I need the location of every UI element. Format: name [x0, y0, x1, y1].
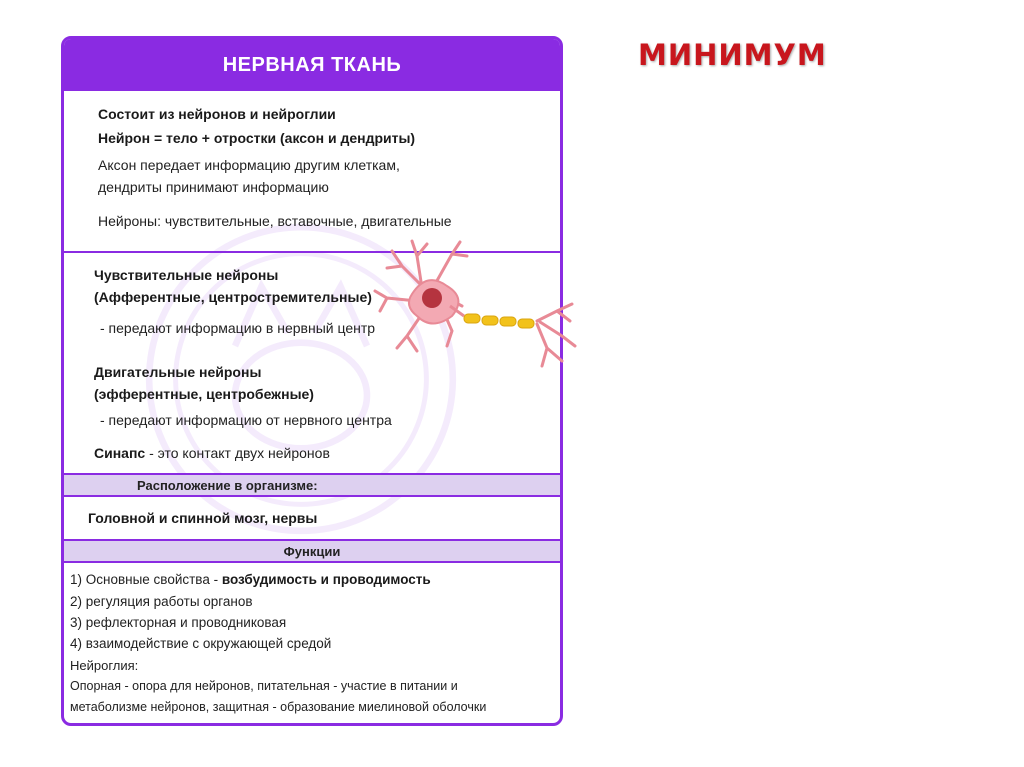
function-item-1-prefix: 1) Основные свойства -	[70, 572, 222, 587]
sensory-description: - передают информацию в нервный центр	[100, 320, 376, 336]
synapse-term: Синапс	[94, 445, 146, 461]
function-item-1	[70, 572, 431, 587]
motor-title: Двигательные нейроны	[94, 364, 262, 380]
sensory-subtitle: (Афферентные, центростремительные)	[94, 289, 372, 305]
neuroglia-line-2: метаболизме нейронов, защитная - образование миелиновой оболочки	[70, 700, 487, 714]
slide-title: МИНИМУМ	[638, 38, 827, 72]
intro-line-2: Нейрон = тело + отростки (аксон и дендриты)	[98, 130, 416, 146]
synapse-description: - это контакт двух нейронов	[149, 445, 330, 461]
function-item-3: 3) рефлекторная и проводниковая	[70, 615, 287, 630]
motor-subtitle: (эфферентные, центробежные)	[94, 386, 314, 402]
location-header-label: Расположение в организме:	[137, 477, 318, 493]
intro-line-4: дендриты принимают информацию	[98, 179, 329, 195]
function-item-1-bold: возбудимость и проводимость	[221, 572, 431, 587]
motor-description: - передают информацию от нервного центра	[100, 412, 392, 428]
neuroglia-line-1: Опорная - опора для нейронов, питательная - участие в питании и	[70, 679, 458, 693]
neuroglia-label: Нейроглия:	[70, 658, 139, 673]
function-item-2: 2) регуляция работы органов	[70, 594, 253, 609]
card-title: НЕРВНАЯ ТКАНЬ	[64, 39, 560, 91]
synapse-line	[94, 445, 330, 461]
intro-line-5: Нейроны: чувствительные, вставочные, двигательные	[98, 213, 452, 229]
function-item-4: 4) взаимодействие с окружающей средой	[70, 636, 332, 651]
location-value: Головной и спинной мозг, нервы	[88, 510, 318, 526]
intro-line-3: Аксон передает информацию другим клеткам,	[98, 157, 400, 173]
location-header	[64, 473, 560, 497]
intro-line-1: Состоит из нейронов и нейроглии	[98, 106, 336, 122]
neuron-illustration-icon	[372, 236, 577, 384]
functions-header-label: Функции	[283, 543, 341, 559]
sensory-title: Чувствительные нейроны	[94, 267, 279, 283]
functions-header	[64, 539, 560, 563]
